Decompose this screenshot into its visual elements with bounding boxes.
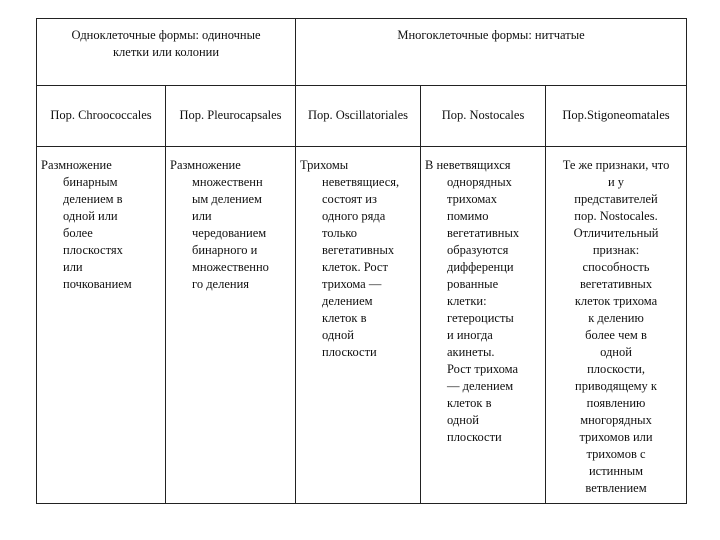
description-cell: [37, 147, 166, 504]
order-nostocales: Пор. Nostocales: [421, 86, 546, 147]
classification-table: [36, 18, 687, 504]
description-chroococcales: Размножение бинарным делением в одной или более плоскостях или почкованием: [41, 158, 132, 291]
order-chroococcales: Пор. Chroococcales: [37, 86, 166, 147]
descriptions-row: [37, 147, 687, 504]
description-nostocales: В неветвящихся однорядных трихомах помимо вегетативных образуются дифференци рованные клетки: гетероцисты и иногда акинеты. Рост трихома — делением клеток в одной плоскости: [425, 158, 520, 444]
multicellular-header-text: Многоклеточные формы: нитчатые: [397, 28, 585, 42]
description-cell: [421, 147, 546, 504]
description-cell: [546, 147, 687, 504]
description-pleurocapsales: Размножение множественн ым делением или чередованием бинарного и множественно го деления: [170, 158, 269, 291]
order-oscillatoriales: Пор. Oscillatoriales: [296, 86, 421, 147]
unicellular-header: [37, 19, 296, 86]
description-cell: [296, 147, 421, 504]
multicellular-header: [296, 19, 687, 86]
order-pleurocapsales: Пор. Pleurocapsales: [166, 86, 296, 147]
group-header-row: [37, 19, 687, 86]
description-stigonematales: Те же признаки, что и у представителей пор. Nostocales. Отличительный признак: способность вегетативных клеток трихома к делению более чем в одной плоскости, приводящему к появлению многорядных трихомов или трихомов с истинным ветвлением: [562, 158, 670, 495]
description-oscillatoriales: Трихомы неветвящиеся, состоят из одного ряда только вегетативных клеток. Рост трихома — делением клеток в одной плоскости: [300, 158, 400, 359]
order-stigonematales: Пор.Stigoneomatales: [546, 86, 687, 147]
description-cell: [166, 147, 296, 504]
orders-row: [37, 86, 687, 147]
unicellular-header-text: Одноклеточные формы: одиночные клетки или колонии: [71, 28, 261, 59]
